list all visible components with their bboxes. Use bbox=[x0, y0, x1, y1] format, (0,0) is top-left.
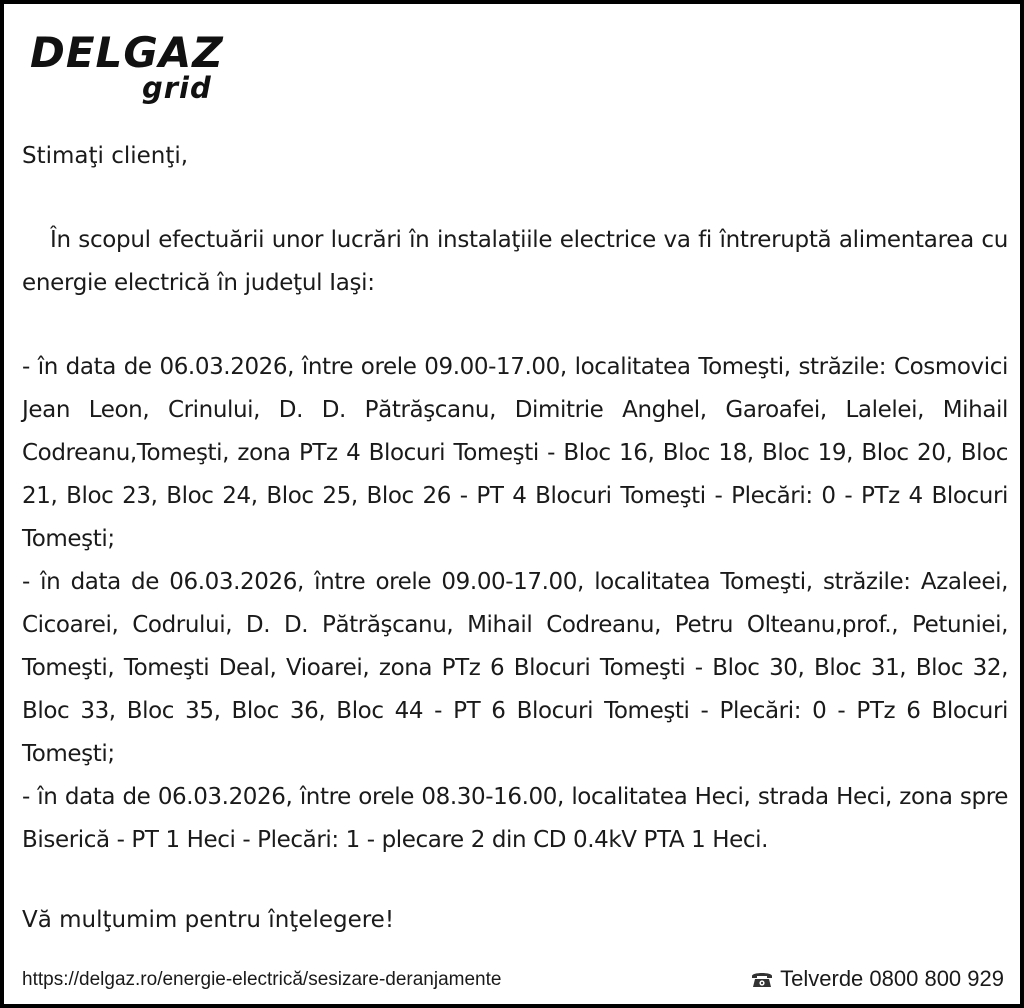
delgaz-logo bbox=[30, 30, 230, 110]
logo-subtitle: grid bbox=[142, 71, 212, 105]
outage-item-heci: - în data de 06.03.2026, între orele 08.30-16.00, localitatea Heci, strada Heci, zona spre Biserică - PT 1 Heci - Plecări: 1 - plecare 2 din CD 0.4kV PTA 1 Heci. bbox=[22, 784, 1008, 853]
greeting: Stimaţi clienţi, bbox=[22, 143, 189, 169]
outage-item-tomesti-ptz4: - în data de 06.03.2026, între orele 09.00-17.00, localitatea Tomeşti, străzile: Cosmovici Jean Leon, Crinului, D. D. Pătrăşcanu, Dimitrie Anghel, Garoafei, Lalelei, Mihail Codreanu,Tomeşti, zona PTz 4 Blocuri Tomeşti - Bloc 16, Bloc 18, Bloc 19, Bloc 20, Bloc 21, Bloc 23, Bloc 24, Bloc 25, Bloc 26 - PT 4 Blocuri Tomeşti - Plecări: 0 - PTz 4 Blocuri Tomeşti; bbox=[22, 354, 1008, 552]
intro-paragraph: În scopul efectuării unor lucrări în instalaţiile electrice va fi întreruptă alimentarea cu energie electrică în judeţul Iaşi: bbox=[22, 227, 1008, 296]
phone-number[interactable]: Telverde 0800 800 929 bbox=[780, 966, 1004, 991]
outage-list bbox=[22, 346, 1008, 862]
telephone-icon bbox=[750, 969, 774, 989]
closing-line: Vă mulţumim pentru înţelegere! bbox=[22, 907, 395, 933]
logo-wordmark: DELGAZ bbox=[30, 28, 224, 77]
outage-item-tomesti-ptz6: - în data de 06.03.2026, între orele 09.00-17.00, localitatea Tomeşti, străzile: Azaleei, Cicoarei, Codrului, D. D. Pătrăşcanu, Mihail Codreanu, Petru Olteanu,prof., Petuniei, Tomeşti, Tomeşti Deal, Vioarei, zona PTz 6 Blocuri Tomeşti - Bloc 30, Bloc 31, Bloc 32, Bloc 33, Bloc 35, Bloc 36, Bloc 44 - PT 6 Blocuri Tomeşti - Plecări: 0 - PTz 6 Blocuri Tomeşti; bbox=[22, 569, 1008, 767]
footer-url-link[interactable]: https://delgaz.ro/energie-electrică/sesizare-deranjamente bbox=[22, 969, 502, 990]
footer-phone bbox=[750, 965, 1004, 993]
